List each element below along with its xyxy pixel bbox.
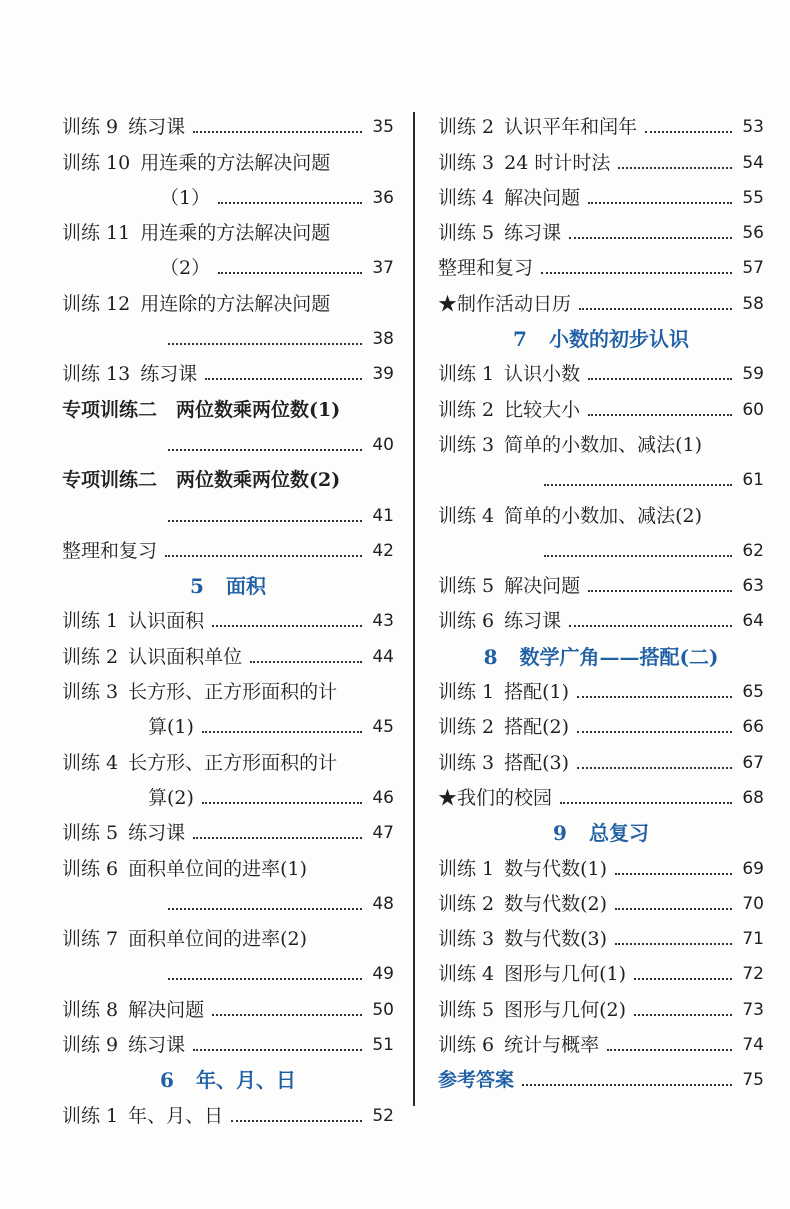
lesson-tag: 训练 1 <box>438 363 495 386</box>
lesson-title-continued: （1） <box>160 186 211 209</box>
lesson-tag: 训练 5 <box>438 998 495 1021</box>
toc-entry[interactable] <box>62 633 394 668</box>
lesson-title: 数与代数(1) <box>504 857 608 880</box>
toc-entry[interactable] <box>62 316 394 351</box>
page-number: 69 <box>742 858 764 879</box>
page-number: 54 <box>742 152 764 173</box>
dot-leader <box>231 1120 362 1122</box>
dot-leader <box>577 731 732 733</box>
toc-entry-label <box>438 574 580 598</box>
toc-entry[interactable] <box>62 775 394 810</box>
section-heading <box>62 1057 394 1092</box>
lesson-title: 24 时计时法 <box>504 151 611 174</box>
lesson-title: 长方形、正方形面积的计 <box>128 751 338 774</box>
toc-entry[interactable] <box>438 598 764 633</box>
toc-entry-label <box>62 927 307 951</box>
toc-entry-label <box>62 998 204 1022</box>
page-number: 62 <box>742 540 764 561</box>
lesson-title: 搭配(1) <box>504 681 570 704</box>
section-title: 面积 <box>225 574 266 599</box>
toc-entry-label <box>438 751 569 775</box>
column-divider <box>413 112 415 1106</box>
lesson-tag: 训练 4 <box>62 751 119 774</box>
lesson-tag: 训练 6 <box>438 1034 495 1057</box>
toc-entry[interactable] <box>62 280 394 315</box>
page-number: 74 <box>742 1035 764 1056</box>
dot-leader <box>634 1014 732 1016</box>
toc-entry[interactable] <box>438 492 764 527</box>
lesson-title: 搭配(3) <box>504 751 570 774</box>
page-number: 73 <box>742 999 764 1020</box>
dot-leader <box>212 625 362 627</box>
toc-entry[interactable] <box>62 704 394 739</box>
toc-entry[interactable] <box>438 775 764 810</box>
section-number: 6 <box>160 1068 174 1093</box>
toc-entry-label <box>62 821 185 845</box>
dot-leader <box>168 908 362 910</box>
lesson-tag: 训练 2 <box>438 398 495 421</box>
toc-entry-label <box>438 998 626 1022</box>
lesson-title: 练习课 <box>504 610 562 633</box>
toc-entry-label <box>438 504 702 528</box>
lesson-tag: 训练 4 <box>438 186 495 209</box>
dot-leader <box>218 202 362 204</box>
toc-entry[interactable] <box>438 881 764 916</box>
section-heading <box>62 563 394 598</box>
dot-leader <box>577 767 732 769</box>
toc-entry[interactable] <box>62 986 394 1021</box>
lesson-title: 长方形、正方形面积的计 <box>128 681 338 704</box>
toc-entry-label <box>438 398 580 422</box>
toc-entry-label <box>438 186 580 210</box>
section-number: 5 <box>190 574 204 599</box>
toc-entry[interactable] <box>438 739 764 774</box>
page-number: 36 <box>372 187 394 208</box>
toc-entry-label <box>438 857 607 881</box>
toc-entry[interactable] <box>62 386 394 421</box>
dot-leader <box>165 555 362 557</box>
toc-entry-label <box>62 292 330 316</box>
lesson-title: 数与代数(2) <box>504 892 608 915</box>
lesson-tag: 训练 1 <box>438 857 495 880</box>
toc-entry[interactable] <box>438 245 764 280</box>
page-number: 63 <box>742 576 764 597</box>
page-number: 67 <box>742 752 764 773</box>
lesson-tag: 训练 3 <box>438 151 495 174</box>
toc-entry[interactable] <box>62 916 394 951</box>
dot-leader <box>168 978 362 980</box>
dot-leader <box>193 1049 362 1051</box>
page-number: 42 <box>372 540 394 561</box>
page-number: 48 <box>372 893 394 914</box>
lesson-title-continued: 算(2) <box>148 786 194 809</box>
dot-leader <box>250 661 362 663</box>
lesson-tag: 训练 2 <box>438 716 495 739</box>
lesson-tag: 训练 6 <box>62 857 119 880</box>
toc-entry[interactable] <box>62 1092 394 1127</box>
toc-entry[interactable] <box>62 422 394 457</box>
dot-leader <box>202 731 362 733</box>
section-number: 8 <box>483 644 498 669</box>
section-heading <box>438 633 764 668</box>
dot-leader <box>560 802 732 804</box>
page-number: 45 <box>372 717 394 738</box>
toc-entry-label <box>438 786 552 810</box>
toc-entry-label <box>438 221 561 245</box>
dot-leader <box>168 343 362 345</box>
lesson-tag: 训练 2 <box>62 645 119 668</box>
lesson-title: 解决问题 <box>504 575 581 598</box>
dot-leader <box>579 308 732 310</box>
dot-leader <box>618 167 732 169</box>
toc-entry-label <box>62 857 307 881</box>
toc-entry-label <box>62 539 157 563</box>
section-title: 小数的初步认识 <box>548 327 689 352</box>
toc-entry[interactable] <box>62 1022 394 1057</box>
lesson-title: 年、月、日 <box>128 1104 224 1127</box>
toc-entry[interactable] <box>438 1057 764 1092</box>
dot-leader <box>588 202 732 204</box>
toc-entry[interactable] <box>62 492 394 527</box>
lesson-tag: 训练 5 <box>438 575 495 598</box>
lesson-title: 图形与几何(1) <box>504 963 627 986</box>
lesson-tag: 训练 8 <box>62 998 119 1021</box>
chapter-item-title: ★我们的校园 <box>438 786 553 809</box>
toc-entry[interactable] <box>438 139 764 174</box>
toc-entry[interactable] <box>438 669 764 704</box>
toc-entry[interactable] <box>62 351 394 386</box>
special-training-title: 专项训练二 两位数乘两位数(1) <box>62 398 341 421</box>
page-number: 66 <box>742 717 764 738</box>
toc-entry-label <box>62 1033 185 1057</box>
chapter-item-title: 整理和复习 <box>438 257 534 280</box>
lesson-title: 面积单位间的进率(1) <box>128 857 308 880</box>
lesson-tag: 训练 7 <box>62 928 119 951</box>
toc-entry-label <box>438 115 637 139</box>
lesson-title: 用连乘的方法解决问题 <box>140 222 331 245</box>
dot-leader <box>607 1049 732 1051</box>
dot-leader <box>615 908 732 910</box>
dot-leader <box>205 378 362 380</box>
lesson-tag: 训练 6 <box>438 610 495 633</box>
toc-entry[interactable] <box>438 563 764 598</box>
toc-entry-label <box>160 256 210 280</box>
page-number: 38 <box>372 329 394 350</box>
page-number: 70 <box>742 893 764 914</box>
lesson-tag: 训练 2 <box>438 116 495 139</box>
lesson-title: 练习课 <box>128 822 186 845</box>
toc-entry[interactable] <box>62 139 394 174</box>
dot-leader <box>202 802 362 804</box>
toc-entry-label <box>62 115 185 139</box>
toc-entry[interactable] <box>438 210 764 245</box>
page-number: 57 <box>742 258 764 279</box>
dot-leader <box>588 378 732 380</box>
lesson-title-continued: 算(1) <box>148 716 194 739</box>
lesson-title: 图形与几何(2) <box>504 998 627 1021</box>
toc-entry-label <box>160 186 210 210</box>
toc-entry[interactable] <box>438 916 764 951</box>
toc-entry-label <box>62 680 337 704</box>
lesson-title: 统计与概率 <box>504 1034 600 1057</box>
page-number: 75 <box>742 1070 764 1091</box>
lesson-tag: 训练 9 <box>62 116 119 139</box>
toc-entry[interactable] <box>438 422 764 457</box>
page-number: 58 <box>742 293 764 314</box>
lesson-title: 认识面积单位 <box>128 645 243 668</box>
toc-entry[interactable] <box>62 739 394 774</box>
toc-entry[interactable] <box>62 669 394 704</box>
lesson-title: 练习课 <box>128 1034 186 1057</box>
toc-entry[interactable] <box>62 210 394 245</box>
dot-leader <box>634 978 732 980</box>
toc-entry-label <box>438 962 626 986</box>
toc-left-column <box>62 104 394 1128</box>
toc-entry-label <box>62 1104 223 1128</box>
toc-entry[interactable] <box>438 1022 764 1057</box>
toc-entry-label <box>62 151 330 175</box>
section-heading <box>438 316 764 351</box>
toc-entry-label <box>438 256 533 280</box>
page-number: 68 <box>742 787 764 808</box>
toc-entry[interactable] <box>438 528 764 563</box>
lesson-tag: 训练 1 <box>438 681 495 704</box>
page-number: 61 <box>742 470 764 491</box>
dot-leader <box>212 1014 362 1016</box>
dot-leader <box>168 520 362 522</box>
page-number: 71 <box>742 929 764 950</box>
dot-leader <box>541 272 732 274</box>
lesson-title: 练习课 <box>140 363 198 386</box>
lesson-title: 用连除的方法解决问题 <box>140 292 331 315</box>
lesson-tag: 训练 2 <box>438 892 495 915</box>
answers-title: 参考答案 <box>438 1069 515 1092</box>
toc-entry-label <box>438 609 561 633</box>
lesson-title: 练习课 <box>128 116 186 139</box>
toc-entry-label <box>438 151 610 175</box>
dot-leader <box>588 414 732 416</box>
page-number: 60 <box>742 399 764 420</box>
section-title: 年、月、日 <box>195 1068 296 1093</box>
lesson-title: 认识平年和闰年 <box>504 116 638 139</box>
lesson-title: 简单的小数加、减法(1) <box>504 433 703 456</box>
toc-entry[interactable] <box>62 528 394 563</box>
toc-entry-label <box>62 468 340 492</box>
toc-entry[interactable] <box>438 986 764 1021</box>
page-number: 51 <box>372 1035 394 1056</box>
toc-entry-label <box>438 927 607 951</box>
toc-entry-label <box>438 715 569 739</box>
page-number: 56 <box>742 223 764 244</box>
toc-entry-label <box>62 221 330 245</box>
dot-leader <box>544 555 732 557</box>
lesson-tag: 训练 1 <box>62 610 119 633</box>
toc-entry[interactable] <box>438 175 764 210</box>
page-number: 49 <box>372 964 394 985</box>
lesson-title: 认识面积 <box>128 610 205 633</box>
lesson-tag: 训练 3 <box>438 751 495 774</box>
page-number: 39 <box>372 364 394 385</box>
dot-leader <box>577 696 732 698</box>
toc-entry-label <box>438 1068 514 1092</box>
page-number: 59 <box>742 364 764 385</box>
page-number: 44 <box>372 646 394 667</box>
lesson-tag: 训练 3 <box>438 928 495 951</box>
lesson-tag: 训练 4 <box>438 963 495 986</box>
special-training-title: 专项训练二 两位数乘两位数(2) <box>62 469 341 492</box>
dot-leader <box>615 873 732 875</box>
chapter-item-title: 整理和复习 <box>62 539 158 562</box>
toc-entry-label <box>62 362 197 386</box>
lesson-title-continued: （2） <box>160 257 211 280</box>
dot-leader <box>569 625 732 627</box>
page-number: 43 <box>372 611 394 632</box>
toc-entry-label <box>62 751 337 775</box>
dot-leader <box>645 131 732 133</box>
toc-entry-label <box>148 715 194 739</box>
lesson-title: 练习课 <box>504 222 562 245</box>
lesson-tag: 训练 10 <box>62 151 131 174</box>
toc-entry-label <box>438 292 571 316</box>
toc-entry[interactable] <box>62 951 394 986</box>
toc-entry[interactable] <box>62 845 394 880</box>
lesson-tag: 训练 3 <box>62 681 119 704</box>
toc-entry[interactable] <box>62 104 394 139</box>
lesson-title: 数与代数(3) <box>504 928 608 951</box>
toc-entry-label <box>62 645 242 669</box>
dot-leader <box>193 131 362 133</box>
toc-entry-label <box>62 398 340 422</box>
lesson-tag: 训练 5 <box>438 222 495 245</box>
lesson-tag: 训练 3 <box>438 433 495 456</box>
toc-entry[interactable] <box>62 175 394 210</box>
toc-entry[interactable] <box>438 280 764 315</box>
toc-entry[interactable] <box>438 386 764 421</box>
toc-entry[interactable] <box>62 598 394 633</box>
page-number: 53 <box>742 117 764 138</box>
lesson-title: 搭配(2) <box>504 716 570 739</box>
toc-entry[interactable] <box>62 457 394 492</box>
section-title: 总复习 <box>588 821 649 846</box>
toc-right-column <box>438 104 764 1092</box>
page-number: 72 <box>742 964 764 985</box>
dot-leader <box>544 484 732 486</box>
toc-entry-label <box>438 433 702 457</box>
section-title: 数学广角——搭配(二) <box>519 644 719 669</box>
toc-entry[interactable] <box>438 704 764 739</box>
lesson-title: 面积单位间的进率(2) <box>128 928 308 951</box>
dot-leader <box>569 237 732 239</box>
toc-entry[interactable] <box>62 810 394 845</box>
page-number: 50 <box>372 999 394 1020</box>
chapter-item-title: ★制作活动日历 <box>438 292 572 315</box>
lesson-tag: 训练 11 <box>62 222 131 245</box>
page-number: 40 <box>372 434 394 455</box>
lesson-title: 解决问题 <box>128 998 205 1021</box>
dot-leader <box>588 590 732 592</box>
dot-leader <box>193 837 362 839</box>
toc-entry[interactable] <box>438 351 764 386</box>
lesson-title: 解决问题 <box>504 186 581 209</box>
toc-entry-label <box>62 609 204 633</box>
toc-entry-label <box>438 362 580 386</box>
lesson-tag: 训练 12 <box>62 292 131 315</box>
dot-leader <box>615 943 732 945</box>
page-number: 47 <box>372 823 394 844</box>
lesson-title: 认识小数 <box>504 363 581 386</box>
lesson-tag: 训练 9 <box>62 1034 119 1057</box>
page-number: 35 <box>372 117 394 138</box>
toc-entry-label <box>438 680 569 704</box>
lesson-tag: 训练 1 <box>62 1104 119 1127</box>
toc-entry[interactable] <box>438 951 764 986</box>
dot-leader <box>522 1084 732 1086</box>
lesson-title: 比较大小 <box>504 398 581 421</box>
toc-entry-label <box>148 786 194 810</box>
page-number: 37 <box>372 258 394 279</box>
toc-entry[interactable] <box>62 881 394 916</box>
dot-leader <box>218 272 362 274</box>
toc-entry[interactable] <box>438 845 764 880</box>
section-heading <box>438 810 764 845</box>
lesson-tag: 训练 4 <box>438 504 495 527</box>
toc-entry[interactable] <box>62 245 394 280</box>
section-number: 9 <box>553 821 567 846</box>
page-number: 55 <box>742 187 764 208</box>
lesson-title: 简单的小数加、减法(2) <box>504 504 703 527</box>
page-number: 46 <box>372 787 394 808</box>
toc-entry[interactable] <box>438 104 764 139</box>
page-number: 64 <box>742 611 764 632</box>
lesson-title: 用连乘的方法解决问题 <box>140 151 331 174</box>
page-number: 65 <box>742 682 764 703</box>
toc-entry-label <box>438 892 607 916</box>
toc-entry[interactable] <box>438 457 764 492</box>
section-number: 7 <box>513 327 527 352</box>
dot-leader <box>168 449 362 451</box>
page-number: 52 <box>372 1105 394 1126</box>
page-number: 41 <box>372 505 394 526</box>
toc-entry-label <box>438 1033 599 1057</box>
lesson-tag: 训练 13 <box>62 363 131 386</box>
lesson-tag: 训练 5 <box>62 822 119 845</box>
